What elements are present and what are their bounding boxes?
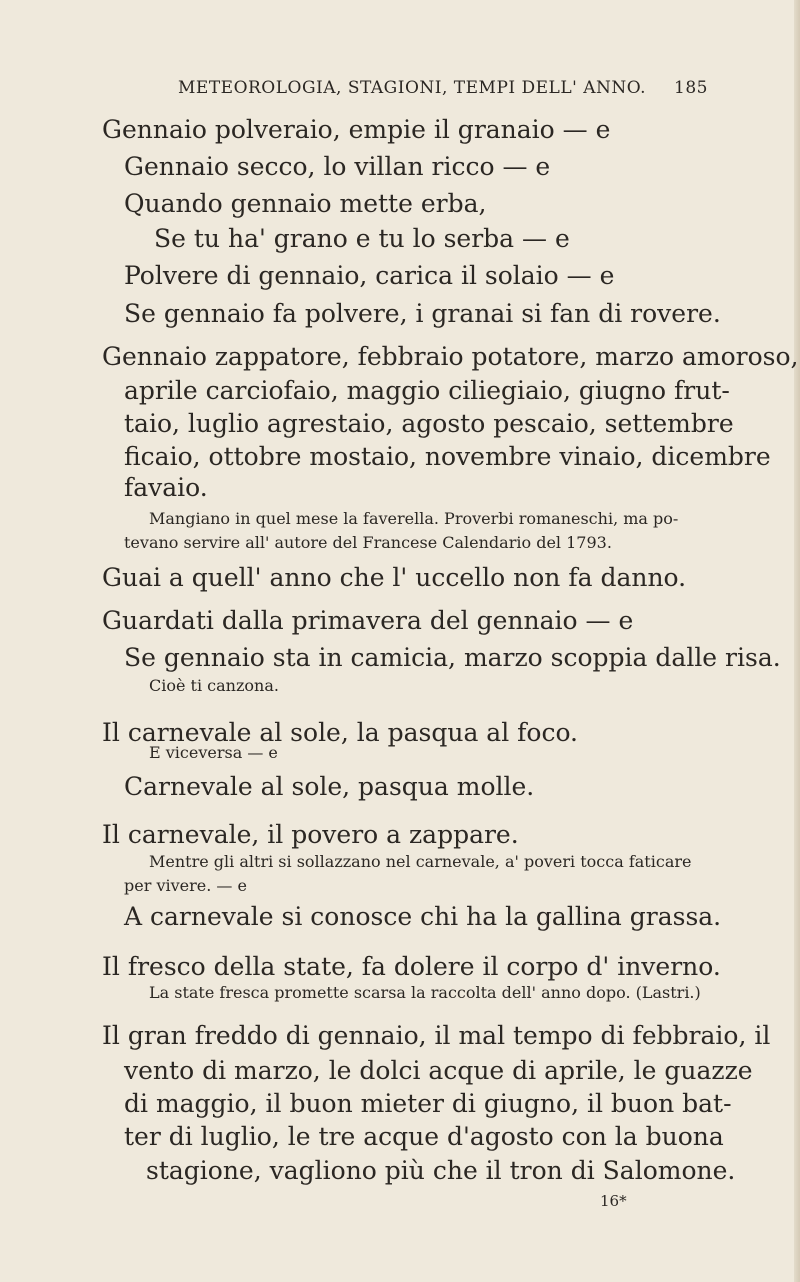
proverb-line: taio, luglio agrestaio, agosto pescaio, settembre bbox=[124, 409, 734, 438]
proverb-line: Se gennaio sta in camicia, marzo scoppia dalle risa. bbox=[124, 643, 781, 672]
proverb-line: Se tu ha' grano e tu lo serba — e bbox=[154, 224, 570, 253]
note-line: Cioè ti canzona. bbox=[149, 676, 279, 695]
page-number: 185 bbox=[674, 78, 708, 98]
proverb-line: vento di marzo, le dolci acque di aprile, le guazze bbox=[124, 1056, 753, 1085]
note-line: La state fresca promette scarsa la raccolta dell' anno dopo. (Lastri.) bbox=[149, 983, 701, 1002]
proverb-line: Guai a quell' anno che l' uccello non fa danno. bbox=[102, 563, 687, 592]
proverb-line: stagione, vagliono più che il tron di Salomone. bbox=[146, 1156, 736, 1185]
proverb-line: Se gennaio fa polvere, i granai si fan di rovere. bbox=[124, 299, 721, 328]
header-title: METEOROLOGIA, STAGIONI, TEMPI DELL' ANNO. bbox=[178, 78, 647, 98]
proverb-line: Quando gennaio mette erba, bbox=[124, 189, 487, 218]
running-header bbox=[178, 78, 708, 98]
proverb-line: Il gran freddo di gennaio, il mal tempo di febbraio, il bbox=[102, 1021, 771, 1050]
note-line: tevano servire all' autore del Francese Calendario del 1793. bbox=[124, 533, 612, 552]
proverb-line: Polvere di gennaio, carica il solaio — e bbox=[124, 261, 615, 290]
note-line: E viceversa — e bbox=[149, 743, 278, 762]
proverb-line: ter di luglio, le tre acque d'agosto con la buona bbox=[124, 1122, 724, 1151]
proverb-line: Carnevale al sole, pasqua molle. bbox=[124, 772, 535, 801]
proverb-line: Il carnevale al sole, la pasqua al foco. bbox=[102, 718, 579, 747]
proverb-line: Il fresco della state, fa dolere il corpo d' inverno. bbox=[102, 952, 721, 981]
proverb-line: A carnevale si conosce chi ha la gallina grassa. bbox=[124, 902, 722, 931]
proverb-line: Gennaio zappatore, febbraio potatore, marzo amoroso, bbox=[102, 342, 799, 371]
proverb-line: Gennaio secco, lo villan ricco — e bbox=[124, 152, 551, 181]
proverb-line: Il carnevale, il povero a zappare. bbox=[102, 820, 519, 849]
page-edge bbox=[794, 0, 800, 1282]
proverb-line: favaio. bbox=[124, 473, 208, 502]
proverb-line: di maggio, il buon mieter di giugno, il buon bat- bbox=[124, 1089, 732, 1118]
note-line: Mentre gli altri si sollazzano nel carnevale, a' poveri tocca faticare bbox=[149, 852, 692, 871]
proverb-line: aprile carciofaio, maggio ciliegiaio, giugno frut- bbox=[124, 376, 730, 405]
proverb-line: Guardati dalla primavera del gennaio — e bbox=[102, 606, 634, 635]
note-line: Mangiano in quel mese la faverella. Proverbi romaneschi, ma po- bbox=[149, 509, 679, 528]
signature-mark: 16* bbox=[600, 1192, 627, 1210]
proverb-line: Gennaio polveraio, empie il granaio — e bbox=[102, 115, 611, 144]
note-line: per vivere. — e bbox=[124, 876, 247, 895]
proverb-line: ficaio, ottobre mostaio, novembre vinaio, dicembre bbox=[124, 442, 771, 471]
